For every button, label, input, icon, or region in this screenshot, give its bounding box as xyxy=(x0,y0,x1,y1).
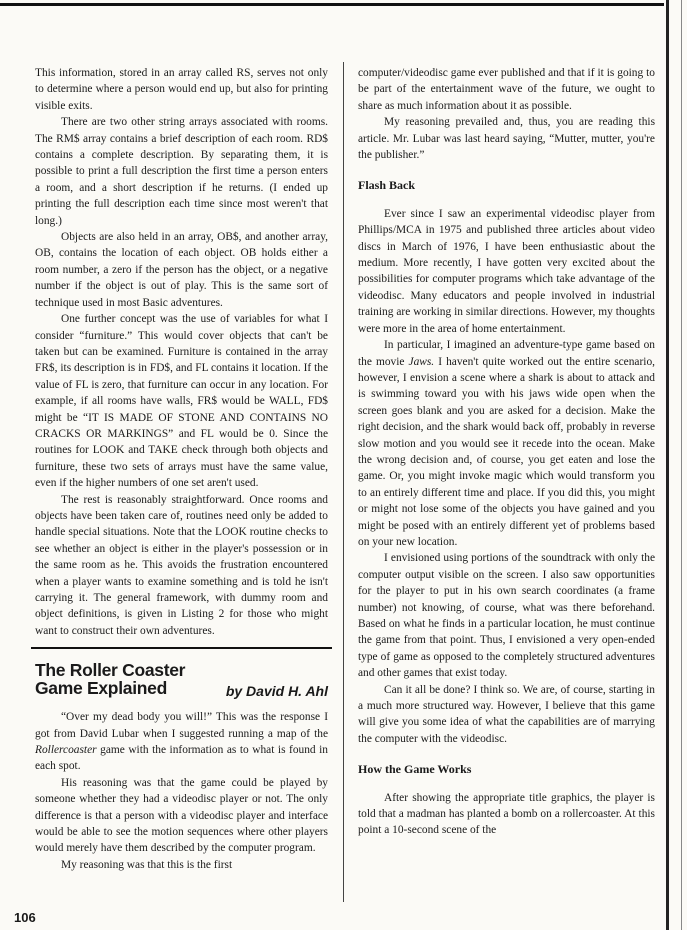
subhead-flash-back: Flash Back xyxy=(358,178,416,193)
game-title: Rollercoaster xyxy=(35,744,97,757)
right-column xyxy=(358,65,655,839)
text-run: game with the information as to what is found in each spot. xyxy=(35,744,328,773)
paragraph: This information, stored in an array called RS, serves not only to determine where a person would end up, but also for printing visible exits. xyxy=(35,67,328,112)
paragraph: The rest is reasonably straightforward. Once rooms and objects have been taken care of, routines need only be added to handle special situations. Note that the LOOK routine checks to see whether an object is either in the player's possession or in the same room as he. This avoids the frustration encountered when a player wants to examine something and is told he isn't carrying it. The general framework, with dummy room and object definitions, is given in Listing 2 for those who might want to construct their own adventures. xyxy=(35,493,328,637)
paragraph: One further concept was the use of variables for what I consider “furniture.” This would cover objects that can't be taken but can be examined. Furniture is contained in the array FR$, its description is in FD$, and FL contains it location. If the value of FL is zero, that furniture can occur in any location. For example, if all rooms have walls, FR$ would be WALL, FD$ might be “IT IS MADE OF STONE AND CONTAINS NO CRACKS OR MARKINGS” and FL would be 0. Since the routines for LOOK and TAKE check through both objects and furniture, these two sets of arrays must have the same value, even if the higher numbers of one set aren't used. xyxy=(35,313,328,490)
subhead-how-the-game-works: How the Game Works xyxy=(358,762,472,777)
paragraph: After showing the appropriate title graphics, the player is told that a madman has planted a bomb on a rollercoaster. At this point a 10-second scene of the xyxy=(358,791,655,837)
top-rule xyxy=(0,3,664,6)
column-divider xyxy=(343,62,344,902)
text-run: “Over my dead body you will!” This was the response I got from David Lubar when I suggested running a map of the xyxy=(35,711,328,740)
paragraph: Objects are also held in an array, OB$, and another array, OB, contains the location of each object. OB holds either a room number, a zero if the person has the object, or a negative number if the object is out of play. This is the same sort of technique used in most Basic adventures. xyxy=(35,231,328,309)
text-run: I haven't quite worked out the entire scenario, however, I envision a scene where a shark is about to attack and is swimming toward you with his jaws wide open when the screen goes blank and you are asked for a decision. Make the right decision, and the shark would back off, probably in reverse slow motion and you would see it recede into the ocean. Make the wrong decision and, of course, you get eaten and lose the game. Or, you might invoke magic which would transform you to an entirely different time and place. If you did this, you might or might not lose some of the objects you have gained and you might be posed with an entirely different yet of problems based on your new location. xyxy=(358,355,655,548)
movie-title: Jaws. xyxy=(408,355,435,368)
section-divider xyxy=(31,647,332,649)
page-edge-line xyxy=(666,0,669,930)
paragraph: Can it all be done? I think so. We are, of course, starting in a much more structured way. However, I believe that this game will give you some idea of what the capabilities are of marrying the computer with the videodisc. xyxy=(358,683,655,745)
paragraph: Ever since I saw an experimental videodisc player from Phillips/MCA in 1975 and published three articles about video discs in March of 1976, I have been enthusiastic about the medium. More recently, I have gotten very excited about the possibilities for computer programs which take advantage of the videodisc. Many educators and people involved in industrial training are working in similar directions. However, my thoughts were more in the area of home entertainment. xyxy=(358,207,655,335)
article-headline-line-1: The Roller Coaster xyxy=(35,660,186,681)
paragraph: My reasoning was that this is the first xyxy=(61,858,233,871)
article-header xyxy=(35,661,328,699)
paragraph xyxy=(35,709,328,775)
page-edge-line-thin xyxy=(681,0,682,930)
article-byline: by David H. Ahl xyxy=(225,682,328,699)
paragraph: I envisioned using portions of the soundtrack with only the computer output visible on the screen. I also saw opportunities for the player to put in his own search coordinates (a frame number) not knowing, of course, what was there beforehand. Based on what he finds in a particular location, he must continue the game from that point. Thus, I envisioned a very open-ended type of game as opposed to the completely structured adventures and other games that exist today. xyxy=(358,552,655,680)
text-run: In particular, I imagined an adventure-type game based on the movie xyxy=(358,339,655,368)
left-column xyxy=(35,65,328,873)
paragraph xyxy=(358,337,655,550)
paragraph: My reasoning prevailed and, thus, you are reading this article. Mr. Lubar was last heard saying, “Mutter, mutter, you're the publisher.” xyxy=(358,116,655,162)
page-number: 106 xyxy=(14,910,36,925)
paragraph: His reasoning was that the game could be played by someone whether they had a videodisc player or not. The only difference is that a person with a videodisc player and interface would be able to see the motion sequences where other players would merely have them described by the computer program. xyxy=(35,776,328,855)
paragraph: There are two other string arrays associated with rooms. The RM$ array contains a brief description of each room. RD$ contains a complete description. By separating them, it is possible to print a full description the first time a person enters a room, and a short description if he returns. (I ended up printing the full description each time since most weren't that long.) xyxy=(35,116,328,227)
paragraph: computer/videodisc game ever published and that if it is going to be part of the entertainment wave of the future, we ought to share as much information about it as possible. xyxy=(358,67,655,112)
article-headline-line-2: Game Explained xyxy=(35,678,167,699)
